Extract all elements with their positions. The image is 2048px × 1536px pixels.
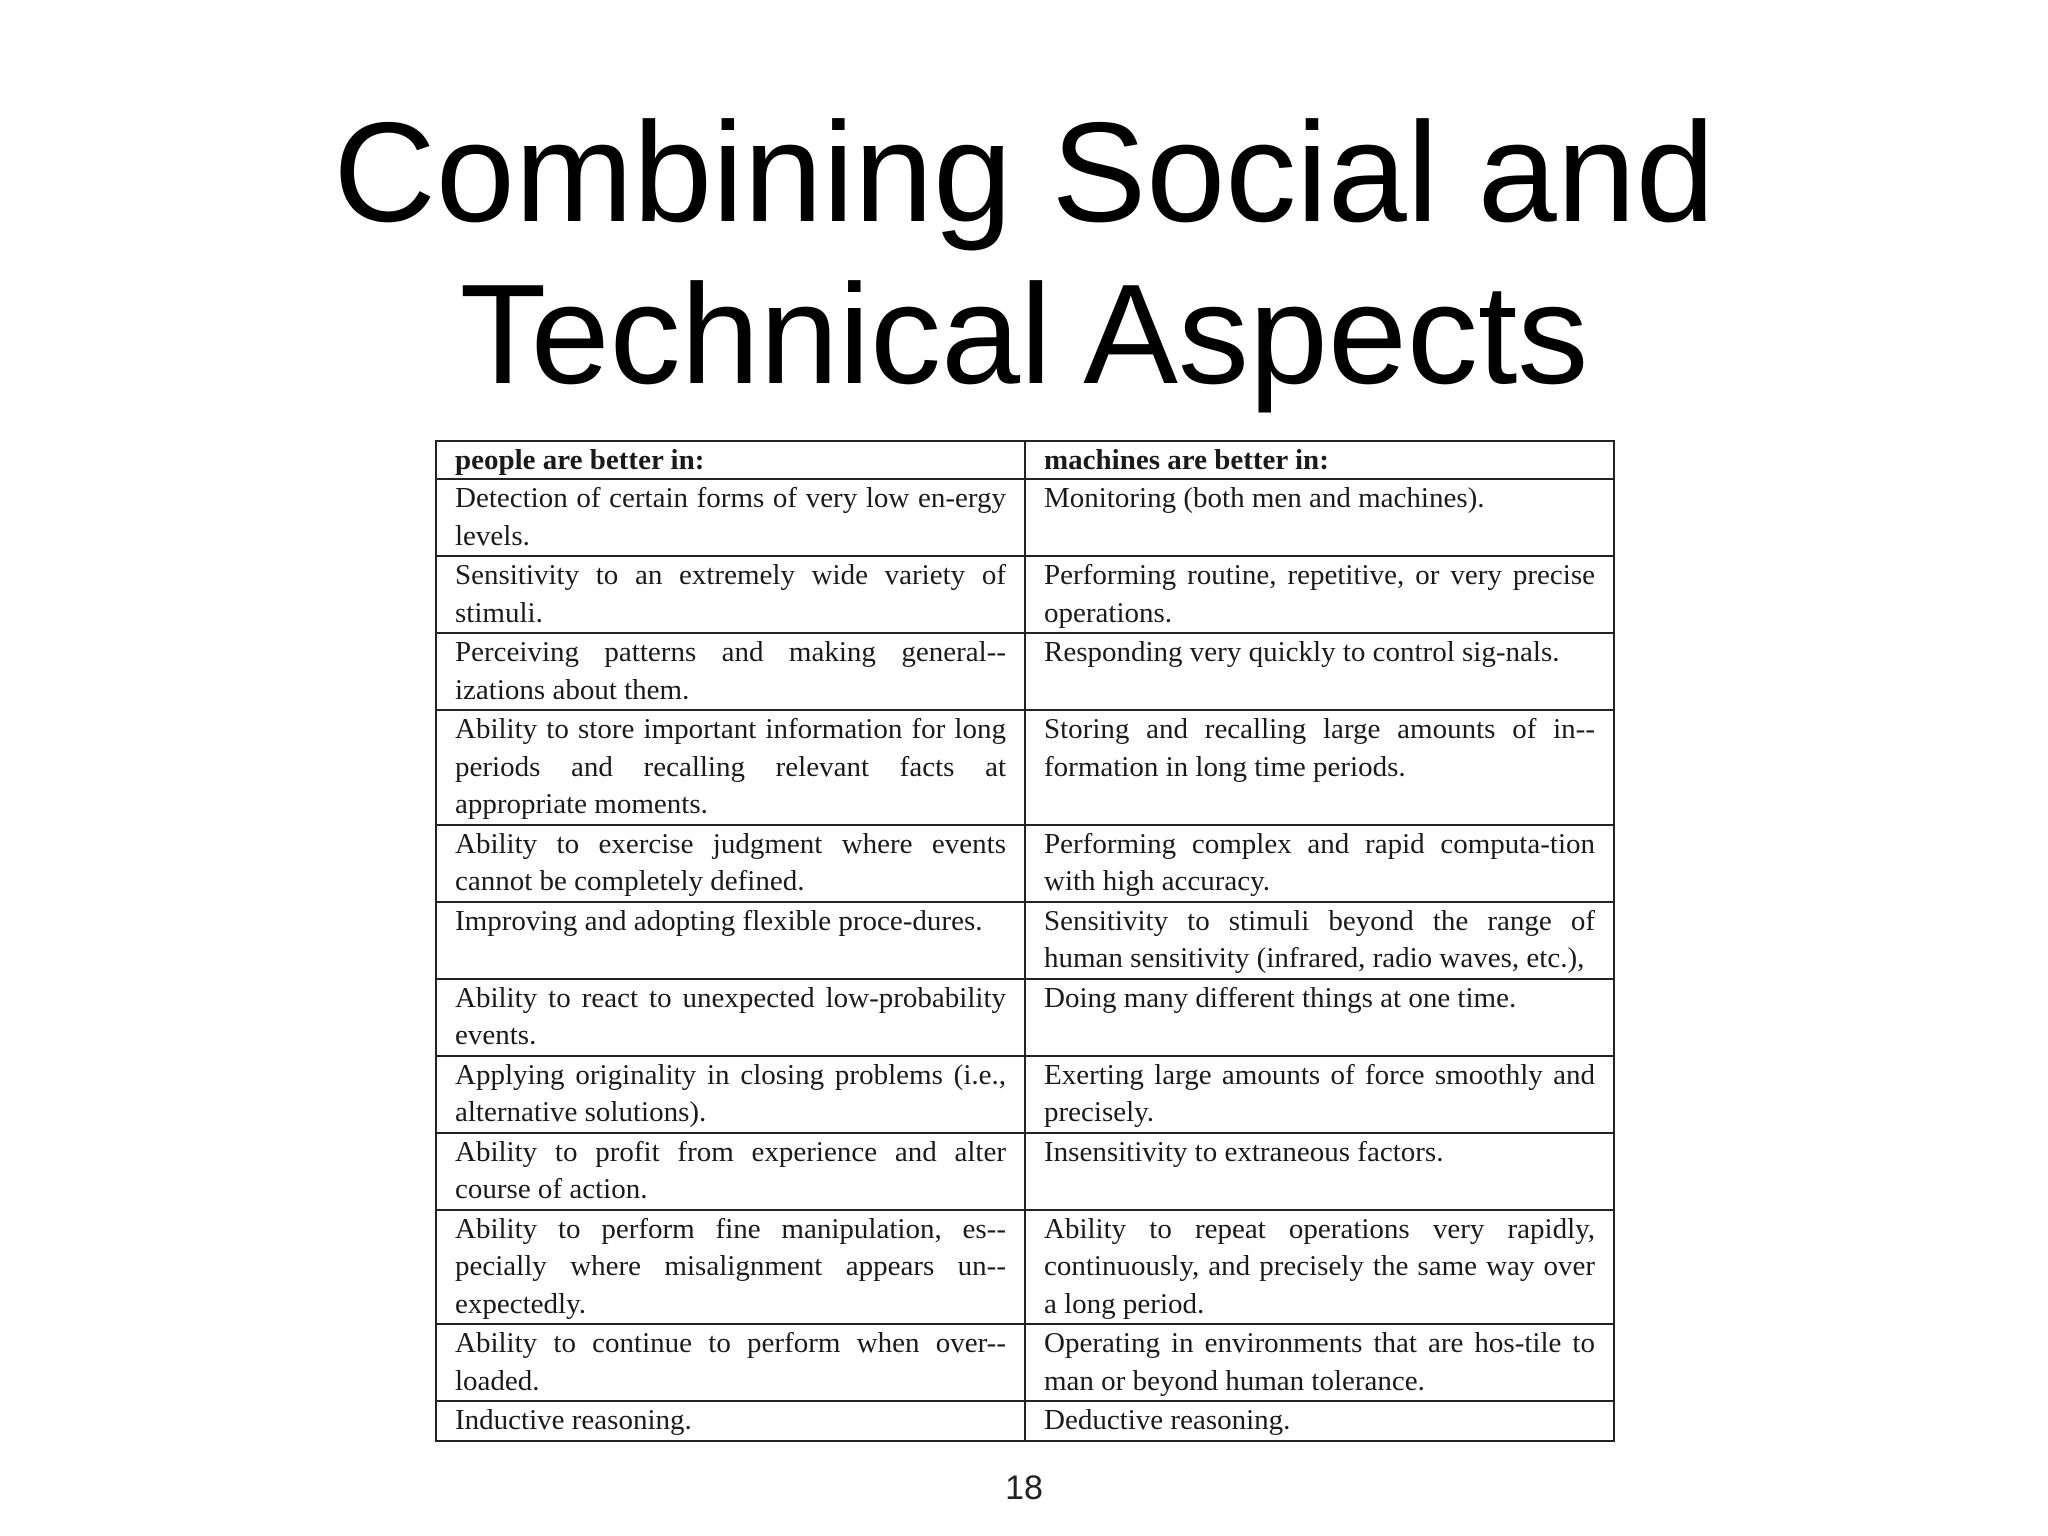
table-header-row [436, 441, 1614, 479]
table-row [436, 1133, 1614, 1210]
cell-people: Inductive reasoning. [436, 1401, 1025, 1441]
cell-people: Ability to continue to perform when over-loaded. [436, 1324, 1025, 1401]
cell-machines: Performing complex and rapid computa-tion with high accuracy. [1025, 825, 1614, 902]
table-row [436, 1210, 1614, 1325]
cell-machines: Performing routine, repetitive, or very precise operations. [1025, 556, 1614, 633]
cell-people: Ability to react to unexpected low-probability events. [436, 979, 1025, 1056]
table-row [436, 710, 1614, 825]
table-row [436, 825, 1614, 902]
header-machines: machines are better in: [1025, 441, 1614, 479]
cell-machines: Doing many different things at one time. [1025, 979, 1614, 1056]
comparison-table-container [435, 440, 1613, 1442]
table-row [436, 1324, 1614, 1401]
cell-machines: Storing and recalling large amounts of in-formation in long time periods. [1025, 710, 1614, 825]
table-row [436, 1401, 1614, 1441]
cell-people: Improving and adopting flexible proce-dures. [436, 902, 1025, 979]
cell-people: Detection of certain forms of very low en-ergy levels. [436, 479, 1025, 556]
table-row [436, 479, 1614, 556]
cell-machines: Responding very quickly to control sig-nals. [1025, 633, 1614, 710]
cell-machines: Deductive reasoning. [1025, 1401, 1614, 1441]
cell-machines: Exerting large amounts of force smoothly and precisely. [1025, 1056, 1614, 1133]
cell-machines: Monitoring (both men and machines). [1025, 479, 1614, 556]
cell-people: Ability to profit from experience and alter course of action. [436, 1133, 1025, 1210]
table-row [436, 633, 1614, 710]
cell-machines: Ability to repeat operations very rapidly, continuously, and precisely the same way over a long period. [1025, 1210, 1614, 1325]
cell-machines: Sensitivity to stimuli beyond the range of human sensitivity (infrared, radio waves, etc.), [1025, 902, 1614, 979]
cell-people: Applying originality in closing problems (i.e., alternative solutions). [436, 1056, 1025, 1133]
cell-people: Ability to store important information for long periods and recalling relevant facts at appropriate moments. [436, 710, 1025, 825]
cell-machines: Insensitivity to extraneous factors. [1025, 1133, 1614, 1210]
cell-people: Ability to perform fine manipulation, es-pecially where misalignment appears un-expectedly. [436, 1210, 1025, 1325]
table-row [436, 556, 1614, 633]
table-row [436, 979, 1614, 1056]
cell-machines: Operating in environments that are hos-tile to man or beyond human tolerance. [1025, 1324, 1614, 1401]
slide-title-line-2: Technical Aspects [459, 255, 1589, 414]
table-row [436, 902, 1614, 979]
comparison-table [435, 440, 1615, 1442]
cell-people: Ability to exercise judgment where events cannot be completely defined. [436, 825, 1025, 902]
slide-title [0, 92, 2048, 416]
table-row [436, 1056, 1614, 1133]
cell-people: Perceiving patterns and making general-izations about them. [436, 633, 1025, 710]
cell-people: Sensitivity to an extremely wide variety of stimuli. [436, 556, 1025, 633]
page-number: 18 [1005, 1469, 1043, 1507]
slide-title-line-1: Combining Social and [333, 93, 1715, 252]
header-people: people are better in: [436, 441, 1025, 479]
